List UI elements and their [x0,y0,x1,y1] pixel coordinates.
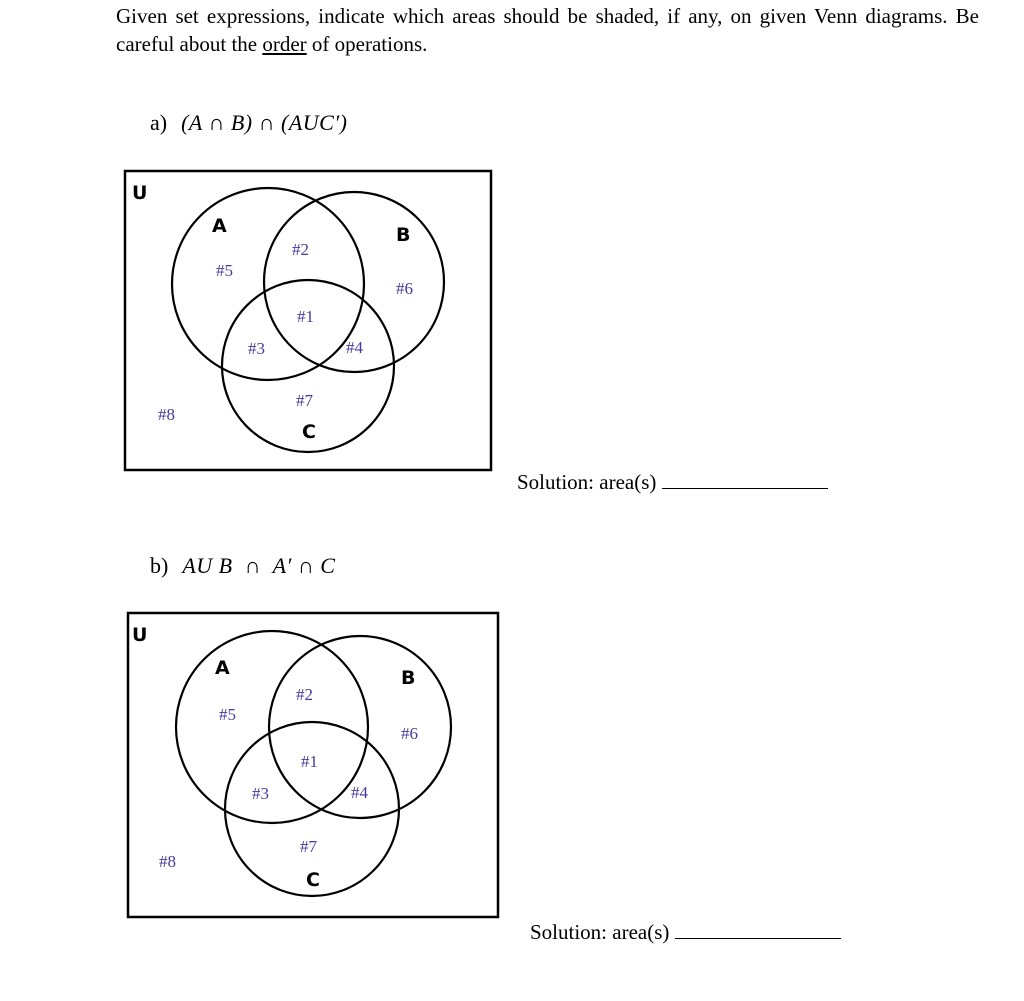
set-label-c: C [306,869,320,891]
set-label-a: A [215,657,230,679]
instructions-text [116,2,979,58]
problem-b-label: b) [150,553,169,578]
region-7-label: #7 [296,391,313,410]
instructions-underlined-word: order [262,32,307,56]
solution-b [530,920,841,945]
solution-a-label: Solution: area(s) [517,470,657,494]
universe-label: U [132,182,148,204]
region-1-label: #1 [297,307,314,326]
instructions-end: of operations. [306,32,428,56]
set-label-b: B [396,224,411,246]
region-4-label: #4 [346,338,363,357]
region-7-label: #7 [300,837,317,856]
problem-a-expression-line [150,110,347,136]
region-8-label: #8 [159,852,176,871]
region-2-label: #2 [292,240,309,259]
region-1-label: #1 [301,752,318,771]
set-label-a: A [212,215,227,237]
problem-a-label: a) [150,110,168,135]
venn-diagram-b [127,612,499,918]
solution-b-answer-blank[interactable] [675,924,841,939]
problem-b-expression-line [150,553,335,579]
set-label-b: B [401,667,416,689]
solution-a [517,470,828,495]
set-label-c: C [302,421,316,443]
venn-diagram-a [124,170,492,471]
region-3-label: #3 [252,784,269,803]
problem-b-expression: AU B ∩ A′ ∩ C [182,553,336,578]
region-6-label: #6 [401,724,418,743]
instructions-start: Given set expressions, indicate which areas should be shaded, if any, on given Venn diagrams. Be careful about the [116,4,979,56]
region-5-label: #5 [216,261,233,280]
problem-a-expression: (A ∩ B) ∩ (AUC′) [181,110,348,135]
solution-b-label: Solution: area(s) [530,920,670,944]
region-3-label: #3 [248,339,265,358]
universe-label: U [132,624,148,646]
region-2-label: #2 [296,685,313,704]
solution-a-answer-blank[interactable] [662,474,828,489]
region-8-label: #8 [158,405,175,424]
region-4-label: #4 [351,783,368,802]
region-6-label: #6 [396,279,413,298]
region-5-label: #5 [219,705,236,724]
